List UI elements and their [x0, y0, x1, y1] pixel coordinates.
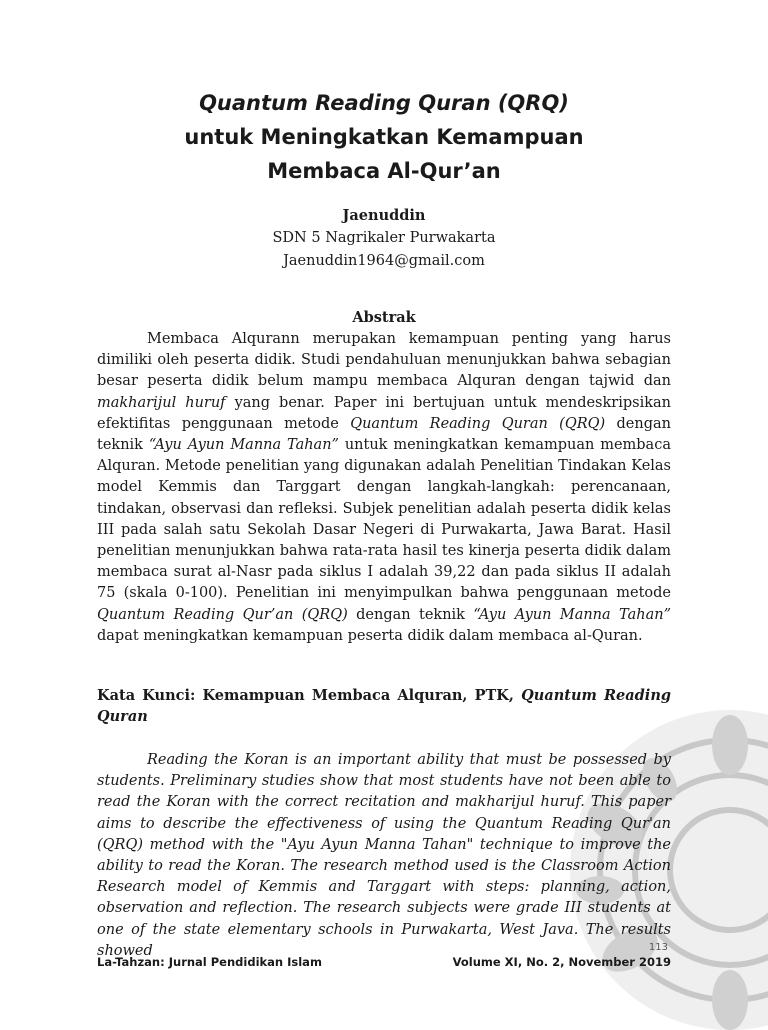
keywords-label: Kata Kunci: Kemampuan Membaca Alquran, PTK, [97, 687, 522, 704]
abstract-emphasis: “Ayu Ayun Manna Tahan” [473, 606, 671, 623]
abstract-text: dapat meningkatkan kemampuan peserta didik dalam membaca al-Quran. [97, 627, 643, 644]
abstract-emphasis: Quantum Reading Quran (QRQ) [350, 415, 606, 432]
title-line-2: untuk Meningkatkan Kemampuan [184, 125, 584, 149]
abstract-english: Reading the Koran is an important ability that must be possessed by students. Preliminary studies show that most students have not been able to read the Koran with the correct recitation and makharijul huruf. This paper aims to describe the effectiveness of using the Quantum Reading Qur'an (QRQ) method with the "Ayu Ayun Manna Tahan" technique to improve the ability to read the Koran. The research method used is the Classroom Action Research model of Kemmis and Targgart with steps: planning, action, observation and reflection. The research subjects were grade III students at one of the state elementary schools in Purwakarta, West Java. The results showed [97, 752, 671, 959]
journal-volume: Volume XI, No. 2, November 2019 [452, 955, 671, 969]
abstract-text: Membaca Alqurann merupakan kemampuan penting yang harus dimiliki oleh peserta didik. Studi pendahuluan menunjukkan bahwa sebagian besar peserta didik belum mampu membaca Alquran dengan tajwid dan [97, 331, 671, 390]
abstract-text: untuk meningkatkan kemampuan membaca Alquran. Metode penelitian yang digunakan adalah Penelitian Tindakan Kelas model Kemmis dan Targgart dengan langkah-langkah: perencanaan, tindakan, observasi dan refleksi. Subjek penelitian adalah peserta didik kelas III pada salah satu Sekolah Dasar Negeri di Purwakarta, Jawa Barat. Hasil penelitian menunjukkan bahwa rata-rata hasil tes kinerja peserta didik dalam membaca surat al-Nasr pada siklus I adalah 39,22 dan pada siklus II adalah 75 (skala 0-100). Penelitian ini menyimpulkan bahwa penggunaan metode [97, 437, 671, 602]
keywords-emphasis: Quantum Reading Quran [97, 687, 671, 726]
page-number: 113 [648, 942, 668, 953]
paper-title [90, 86, 678, 188]
abstract-text: dengan teknik [347, 606, 474, 623]
author-block [90, 204, 678, 273]
journal-name: La-Tahzan: Jurnal Pendidikan Islam [97, 955, 322, 969]
abstract-emphasis: “Ayu Ayun Manna Tahan” [148, 437, 339, 454]
abstract-indonesian [97, 329, 671, 647]
abstract-heading: Abstrak [352, 309, 416, 326]
abstract-text: yang benar. Paper ini bertujuan untuk mendeskripsikan efektifitas penggunaan metode [97, 394, 671, 432]
author-email[interactable]: Jaenuddin1964@gmail.com [283, 253, 485, 269]
title-line-1: Quantum Reading Quran (QRQ) [199, 91, 569, 115]
author-affiliation: SDN 5 Nagrikaler Purwakarta [272, 230, 496, 246]
abstract-text: dengan teknik [97, 415, 671, 454]
title-line-3: Membaca Al-Qur’an [267, 159, 501, 183]
abstract-emphasis: Quantum Reading Qur’an (QRQ) [97, 606, 348, 623]
abstract-emphasis: makharijul huruf [97, 394, 226, 411]
author-name: Jaenuddin [342, 207, 426, 224]
keywords [97, 685, 671, 727]
